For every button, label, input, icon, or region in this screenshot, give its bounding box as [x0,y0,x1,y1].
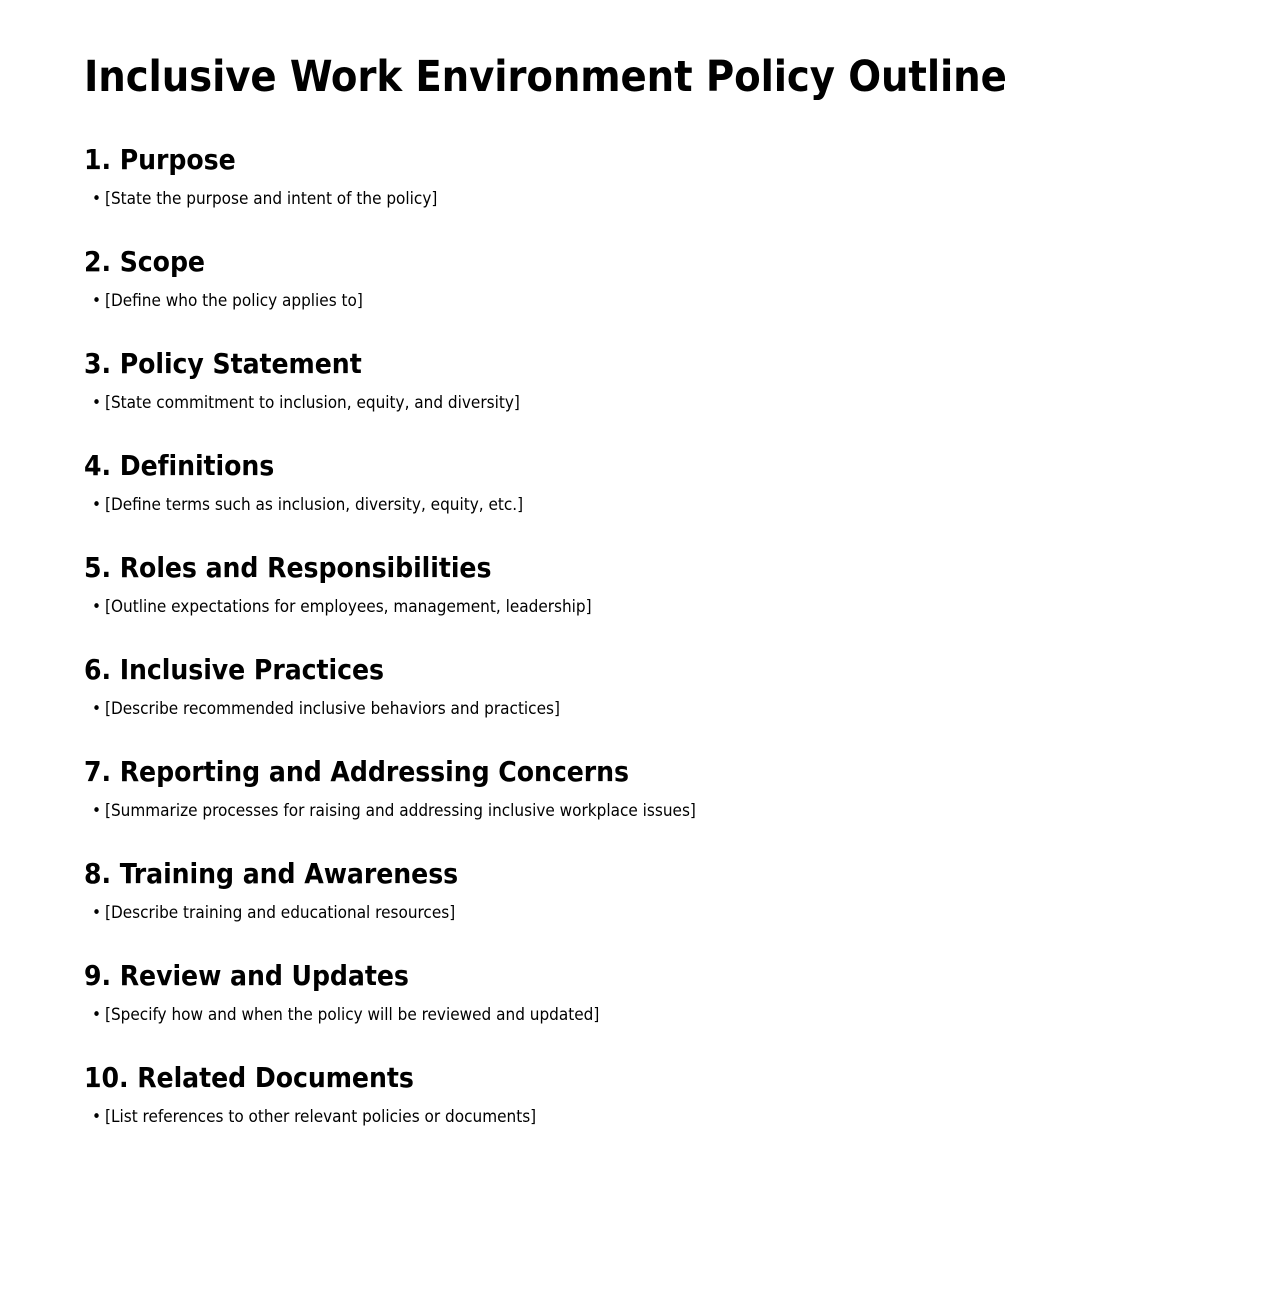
section-heading: 4. Definitions [84,449,275,482]
list-item-text: [Define who the policy applies to] [105,291,363,311]
section-bullet-list [84,990,1204,1024]
outline-section [84,208,1204,310]
section-heading: 2. Scope [84,245,205,278]
page-title: Inclusive Work Environment Policy Outline [84,52,1007,102]
list-item [84,497,1204,514]
bullet-dot-icon: • [92,291,102,311]
section-bullet-list [84,684,1204,718]
list-item-text: [Outline expectations for employees, management, leadership] [105,597,592,617]
outline-section-list [84,99,1204,1126]
outline-section [84,412,1204,514]
list-item-text: [State commitment to inclusion, equity, and diversity] [105,393,520,413]
outline-section [84,820,1204,922]
list-item-text: [Describe training and educational resources] [105,903,456,923]
bullet-dot-icon: • [92,801,102,821]
section-bullet-list [84,888,1204,922]
list-item [84,293,1204,310]
bullet-dot-icon: • [92,699,102,719]
section-heading: 8. Training and Awareness [84,857,459,890]
section-heading: 5. Roles and Responsibilities [84,551,492,584]
section-heading: 7. Reporting and Addressing Concerns [84,755,630,788]
section-bullet-list [84,378,1204,412]
list-item [84,1109,1204,1126]
outline-section [84,310,1204,412]
section-heading: 3. Policy Statement [84,347,362,380]
section-bullet-list [84,174,1204,208]
bullet-dot-icon: • [92,903,102,923]
bullet-dot-icon: • [92,495,102,515]
section-heading: 10. Related Documents [84,1061,414,1094]
section-bullet-list [84,480,1204,514]
bullet-dot-icon: • [92,189,102,209]
outline-section [84,718,1204,820]
bullet-dot-icon: • [92,597,102,617]
list-item [84,395,1204,412]
bullet-dot-icon: • [92,393,102,413]
list-item [84,701,1204,718]
list-item-text: [Define terms such as inclusion, diversity, equity, etc.] [105,495,524,515]
list-item [84,905,1204,922]
bullet-dot-icon: • [92,1005,102,1025]
list-item [84,1007,1204,1024]
outline-section [84,616,1204,718]
outline-section [84,514,1204,616]
list-item-text: [Summarize processes for raising and addressing inclusive workplace issues] [105,801,696,821]
list-item [84,599,1204,616]
section-bullet-list [84,276,1204,310]
list-item-text: [Specify how and when the policy will be reviewed and updated] [105,1005,600,1025]
section-heading: 9. Review and Updates [84,959,409,992]
outline-section [84,1024,1204,1126]
list-item-text: [List references to other relevant policies or documents] [105,1107,537,1127]
list-item [84,803,1204,820]
outline-section [84,922,1204,1024]
bullet-dot-icon: • [92,1107,102,1127]
list-item-text: [State the purpose and intent of the policy] [105,189,438,209]
list-item [84,191,1204,208]
section-bullet-list [84,1092,1204,1126]
section-bullet-list [84,786,1204,820]
section-heading: 6. Inclusive Practices [84,653,384,686]
outline-section [84,99,1204,208]
section-bullet-list [84,582,1204,616]
document-body [84,0,1204,1126]
list-item-text: [Describe recommended inclusive behaviors and practices] [105,699,560,719]
section-heading: 1. Purpose [84,143,236,176]
